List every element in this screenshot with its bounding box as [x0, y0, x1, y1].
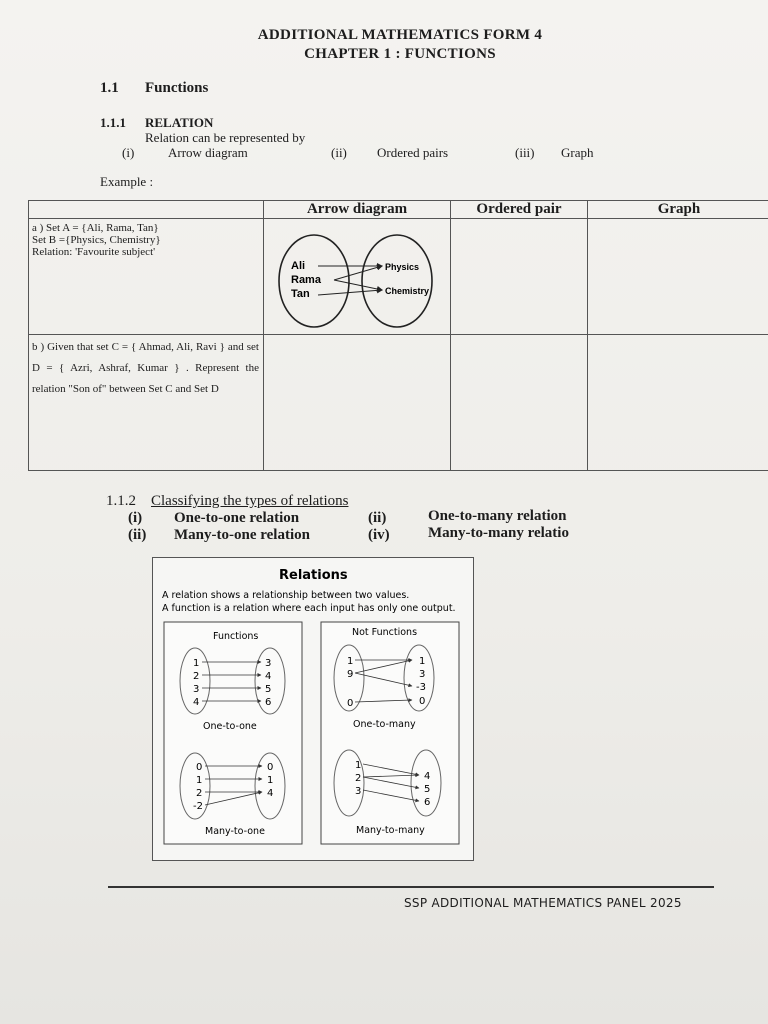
relation-arrow [334, 266, 382, 280]
header-chapter: CHAPTER 1 : FUNCTIONS [304, 46, 496, 62]
node-label: 6 [265, 697, 272, 708]
not-functions-label: Not Functions [352, 627, 418, 638]
relation-arrow [318, 290, 382, 295]
node-label: 4 [265, 671, 272, 682]
type-label: Many-to-many relatio [428, 525, 569, 541]
type-number: (i) [128, 510, 143, 526]
functions-label: Functions [213, 631, 259, 642]
node-label: 4 [424, 771, 431, 782]
relations-line: A relation shows a relationship between two values. [162, 590, 410, 601]
subsection-number: 1.1.1 [100, 115, 126, 130]
node-label: 4 [267, 788, 274, 799]
node-label: 1 [419, 656, 426, 667]
node-label: -2 [193, 801, 203, 812]
type-label: Many-to-one relation [174, 527, 310, 543]
example-table [28, 200, 768, 471]
option-label: Ordered pairs [377, 145, 449, 160]
row-a-graph-cell [588, 219, 768, 335]
row-a-line: Relation: 'Favourite subject' [32, 246, 156, 258]
table-header: Arrow diagram [264, 201, 451, 219]
row-b-graph-cell [588, 335, 768, 471]
row-b-arrow-diagram-cell [264, 335, 451, 471]
node-label: 2 [355, 773, 362, 784]
option-number: (ii) [331, 145, 347, 160]
node-label: 1 [267, 775, 274, 786]
node-label: 3 [419, 669, 426, 680]
row-a-question [29, 219, 264, 335]
node-label: -3 [416, 682, 426, 693]
relations-diagrams [153, 558, 473, 860]
row-a-line: Set B ={Physics, Chemistry} [32, 234, 161, 246]
node-label: 1 [355, 760, 362, 771]
node-label: 0 [196, 762, 203, 773]
node-label: 6 [424, 797, 431, 808]
table-header-blank [29, 201, 264, 219]
codomain-label: Chemistry [385, 286, 430, 296]
node-label: 0 [347, 698, 354, 709]
table-header: Ordered pair [451, 201, 588, 219]
diagram-caption: Many-to-one [205, 826, 265, 837]
node-label: 5 [265, 684, 272, 695]
node-label: 2 [196, 788, 203, 799]
row-b-ordered-pair-cell [451, 335, 588, 471]
diagram-caption: One-to-many [353, 719, 416, 730]
codomain-label: Physics [385, 262, 420, 272]
not-functions-panel [321, 622, 459, 844]
table-header: Graph [588, 201, 768, 219]
row-a-arrow-diagram [264, 219, 450, 334]
footer-divider [108, 886, 714, 888]
node-label: 1 [193, 658, 200, 669]
section-number: 1.1 [100, 80, 119, 96]
section-title: Functions [145, 80, 209, 96]
row-a-line: a ) Set A = {Ali, Rama, Tan} [32, 222, 159, 234]
diagram-caption: One-to-one [203, 721, 257, 732]
option-number: (iii) [515, 145, 535, 160]
node-label: 1 [196, 775, 203, 786]
node-label: 3 [265, 658, 272, 669]
node-label: 4 [193, 697, 200, 708]
domain-label: Tan [291, 288, 310, 300]
node-label: 3 [193, 684, 200, 695]
domain-label: Rama [291, 274, 321, 286]
example-label: Example : [100, 174, 154, 189]
node-label: 0 [267, 762, 274, 773]
type-number: (iv) [368, 527, 390, 543]
relations-line: A function is a relation where each input has only one output. [162, 603, 456, 614]
option-number: (i) [122, 145, 135, 160]
subsection-number: 1.1.2 [106, 493, 136, 509]
row-a-arrow-diagram-cell [264, 219, 451, 335]
header-title: ADDITIONAL MATHEMATICS FORM 4 [257, 27, 543, 43]
row-a-ordered-pair-cell [451, 219, 588, 335]
option-label: Graph [561, 145, 594, 160]
relations-title: Relations [279, 568, 348, 583]
relation-intro: Relation can be represented by [145, 130, 306, 145]
diagram-caption: Many-to-many [356, 825, 425, 836]
domain-label: Ali [291, 260, 306, 272]
type-number: (ii) [128, 527, 147, 543]
row-b-question: b ) Given that set C = { Ahmad, Ali, Ravi } and set D = { Azri, Ashraf, Kumar } . Represent the relation "Son of" between Set C and Set D [29, 335, 264, 471]
type-label: One-to-one relation [174, 510, 300, 526]
node-label: 2 [193, 671, 200, 682]
type-number: (ii) [368, 510, 387, 526]
relations-infographic [152, 557, 474, 861]
type-label: One-to-many relation [428, 508, 567, 524]
node-label: 9 [347, 669, 354, 680]
footer-text: SSP ADDITIONAL MATHEMATICS PANEL 2025 [404, 896, 682, 910]
subsection-title: RELATION [145, 115, 214, 130]
node-label: 3 [355, 786, 362, 797]
relation-arrow [334, 280, 382, 290]
set-b-ellipse [362, 235, 432, 327]
node-label: 1 [347, 656, 354, 667]
subsection-title: Classifying the types of relations [151, 493, 349, 509]
node-label: 5 [424, 784, 431, 795]
option-label: Arrow diagram [168, 145, 248, 160]
node-label: 0 [419, 696, 426, 707]
